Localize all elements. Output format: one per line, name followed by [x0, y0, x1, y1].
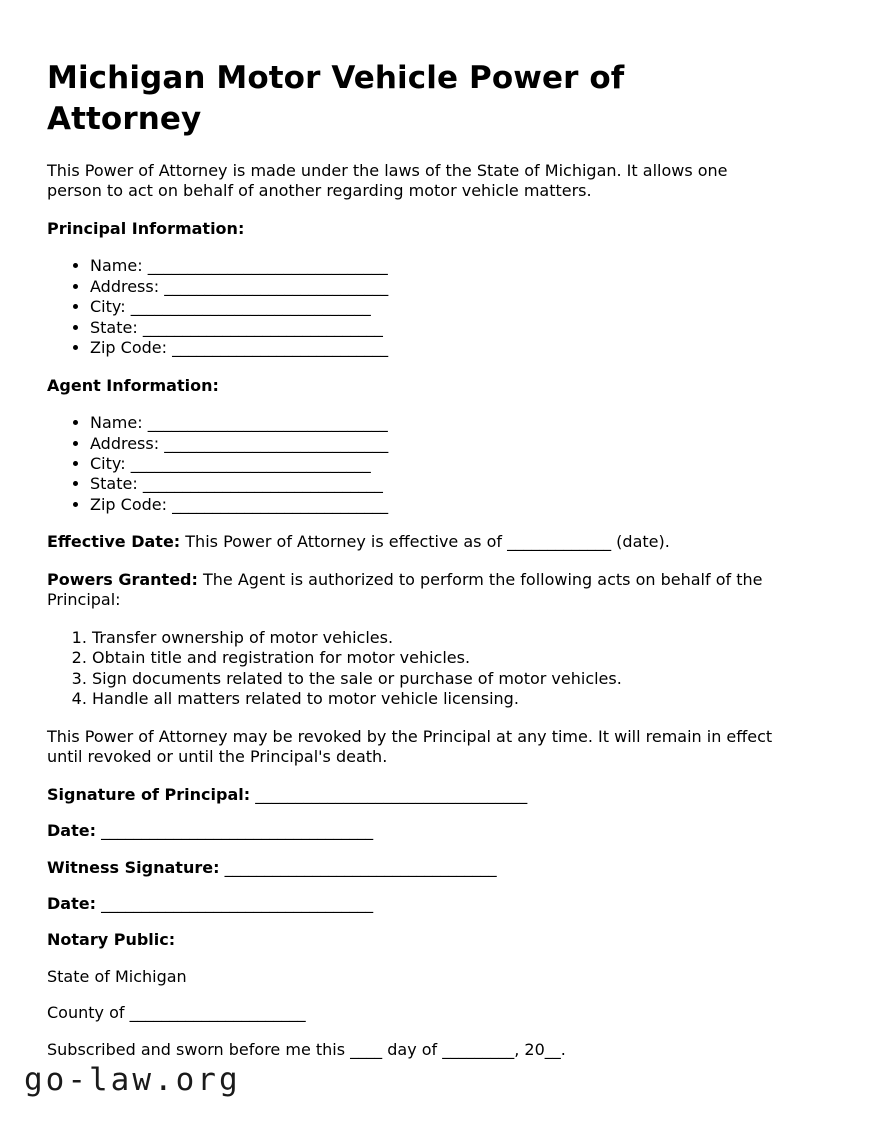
revocation-paragraph: This Power of Attorney may be revoked by the Principal at any time. It will remain in effect until revoked or until the Principal's death.: [47, 726, 773, 767]
field-label: Zip Code:: [90, 494, 167, 514]
county-label: County of: [47, 1003, 125, 1023]
power-item-title-registration: 2. Obtain title and registration for motor vehicles.: [92, 648, 829, 668]
field-blank-line: ____________________________: [164, 433, 389, 453]
date-label: Date:: [47, 821, 96, 841]
field-label: City:: [90, 453, 126, 473]
agent-zip-field: [90, 495, 829, 515]
powers-list: [47, 628, 829, 710]
signature-label: Signature of Principal:: [47, 784, 251, 804]
power-item-sign-documents: 3. Sign documents related to the sale or purchase of motor vehicles.: [92, 669, 829, 689]
effective-date-label: Effective Date:: [47, 532, 181, 552]
powers-granted-paragraph: [47, 570, 829, 611]
date-label: Date:: [47, 894, 96, 913]
field-blank-line: ______________________________: [147, 413, 388, 433]
date-blank-line: __________________________________: [101, 894, 374, 913]
effective-date-text: This Power of Attorney is effective as of _____________ (date).: [185, 532, 670, 552]
agent-info-heading: Agent Information:: [47, 375, 219, 395]
notary-heading-label: Notary Public:: [47, 930, 176, 950]
powers-granted-text: The Agent is authorized to perform the following acts on behalf of the Principal:: [47, 569, 763, 610]
agent-state-field: [90, 474, 829, 494]
field-label: Name:: [90, 256, 143, 276]
field-label: Address:: [90, 433, 160, 453]
field-label: State:: [90, 474, 138, 494]
date-blank-line: __________________________________: [101, 821, 374, 841]
signature-blank-line: __________________________________: [224, 857, 497, 877]
agent-name-field: [90, 413, 829, 433]
field-blank-line: ______________________________: [130, 297, 371, 317]
field-label: State:: [90, 317, 138, 337]
powers-granted-label: Powers Granted:: [47, 569, 198, 589]
principal-city-field: [90, 297, 829, 317]
field-blank-line: ___________________________: [172, 338, 389, 358]
agent-address-field: [90, 434, 829, 454]
field-blank-line: ______________________________: [142, 474, 383, 494]
notary-state-line: State of Michigan: [47, 966, 187, 986]
go-law-watermark: go-law.org: [24, 1062, 241, 1098]
field-blank-line: ____________________________: [164, 276, 389, 296]
notary-sworn-line: Subscribed and sworn before me this ____ day of _________, 20__.: [47, 1039, 566, 1059]
field-blank-line: ______________________________: [147, 256, 388, 276]
county-blank-line: ______________________: [129, 1003, 306, 1023]
field-label: Zip Code:: [90, 338, 167, 358]
principal-signature-line: [47, 785, 829, 805]
power-item-transfer: 1. Transfer ownership of motor vehicles.: [92, 628, 829, 648]
principal-info-heading: Principal Information:: [47, 218, 245, 238]
witness-signature-line: [47, 858, 829, 878]
principal-state-field: [90, 318, 829, 338]
power-item-licensing: 4. Handle all matters related to motor vehicle licensing.: [92, 689, 829, 709]
field-label: Address:: [90, 276, 160, 296]
field-blank-line: ______________________________: [142, 317, 383, 337]
field-label: City:: [90, 297, 126, 317]
principal-fields-list: [47, 256, 829, 358]
principal-zip-field: [90, 338, 829, 358]
field-label: Name:: [90, 413, 143, 433]
principal-address-field: [90, 277, 829, 297]
page-title: Michigan Motor Vehicle Power of Attorney: [47, 60, 625, 137]
signature-blank-line: __________________________________: [255, 784, 528, 804]
agent-city-field: [90, 454, 829, 474]
effective-date-line: [47, 532, 829, 552]
agent-fields-list: [47, 413, 829, 515]
principal-name-field: [90, 256, 829, 276]
intro-paragraph: This Power of Attorney is made under the laws of the State of Michigan. It allows one person to act on behalf of another regarding motor vehicle matters.: [47, 160, 728, 201]
field-blank-line: ___________________________: [172, 494, 389, 514]
principal-date-line: [47, 821, 829, 841]
witness-signature-label: Witness Signature:: [47, 857, 220, 877]
field-blank-line: ______________________________: [130, 453, 371, 473]
notary-public-heading: [47, 930, 829, 950]
witness-date-line: [47, 894, 829, 914]
notary-county-line: [47, 1003, 829, 1023]
